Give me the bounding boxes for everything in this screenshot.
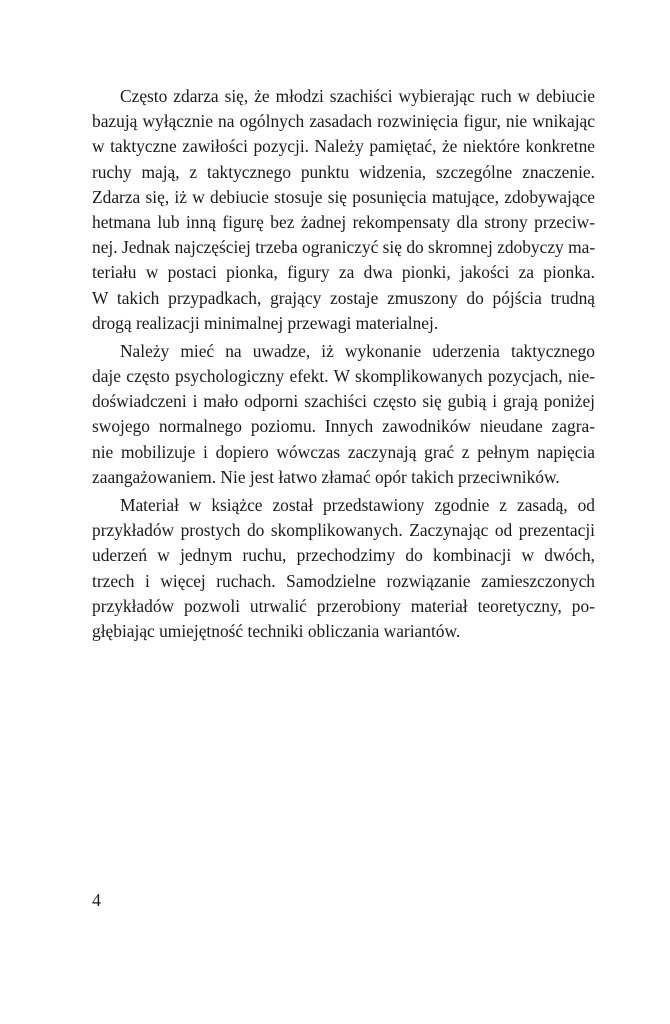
text-line: drogą realizacji minimalnej przewagi materialnej. [92,312,439,333]
text-line: Należy mieć na uwadze, iż wykonanie uderzenia taktycznego [120,340,595,361]
text-line: zaangażowaniem. Nie jest łatwo złamać opór takich przeciwników. [92,466,560,487]
text-line: bazują wyłącznie na ogólnych zasadach rozwinięcia figur, nie wnikając [92,111,595,132]
text-line: daje często psychologiczny efekt. W skomplikowanych pozycjach, nie- [92,366,595,387]
text-line: przykładów pozwoli utrwalić przerobiony materiał teoretyczny, po- [92,595,595,616]
text-line: nie mobilizuje i dopiero wówczas zaczynają grać z pełnym napięcia [92,441,595,462]
text-line: Zdarza się, iż w debiucie stosuje się posunięcia matujące, zdobywające [92,186,595,207]
paragraph-1 [92,84,595,336]
text-line: w taktyczne zawiłości pozycji. Należy pamiętać, że niektóre konkretne [92,136,595,157]
text-line: Materiał w książce został przedstawiony zgodnie z zasadą, od [120,495,595,515]
body-text [92,84,595,644]
text-line: nej. Jednak najczęściej trzeba ograniczyć się do skromnej zdobyczy ma- [92,237,596,258]
text-line: swojego normalnego poziomu. Innych zawodników nieudane zagra- [92,416,595,437]
text-line: ruchy mają, z taktycznego punktu widzenia, szczególne znaczenie. [92,161,595,182]
text-line: W takich przypadkach, grający zostaje zmuszony do pójścia trudną [92,287,595,308]
text-line: doświadczeni i mało odporni szachiści często się gubią i grają poniżej [92,391,595,412]
text-line: uderzeń w jednym ruchu, przechodzimy do kombinacji w dwóch, [92,545,595,566]
paragraph-3 [92,493,595,644]
paragraph-2 [92,339,595,490]
text-line: hetmana lub inną figurę bez żadnej rekompensaty dla strony przeciw- [92,211,595,232]
text-line: teriału w postaci pionka, figury za dwa pionki, jakości za pionka. [92,262,595,283]
text-line: głębiając umiejętność techniki obliczania wariantów. [92,620,461,641]
text-line: Często zdarza się, że młodzi szachiści wybierając ruch w debiucie [120,86,595,106]
text-line: trzech i więcej ruchach. Samodzielne rozwiązanie zamieszczonych [92,570,595,591]
text-line: przykładów prostych do skomplikowanych. Zaczynając od prezentacji [92,520,595,541]
page-number: 4 [92,890,101,910]
